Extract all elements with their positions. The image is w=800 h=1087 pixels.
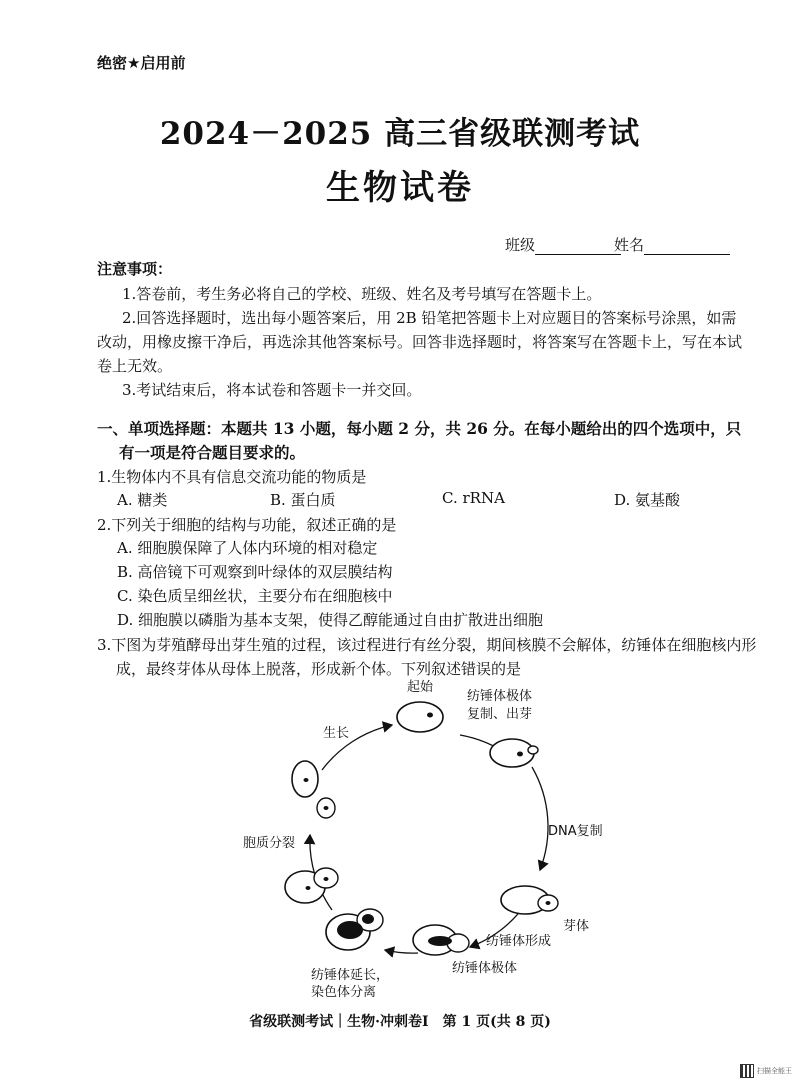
confidential-mark: 绝密★启用前	[97, 54, 186, 72]
section-heading-text: 一、单项选择题：本题共 13 小题，每小题 2 分，共 26 分。在每小题给出的四个选项中，只有一项是符合题目要求的。	[97, 419, 742, 462]
question-2-option-d: D. 细胞膜以磷脂为基本支架，使得乙醇能通过自由扩散进出细胞	[117, 611, 544, 629]
cell-growth	[292, 761, 335, 818]
name-blank	[644, 239, 730, 255]
notice-item-1: 1.答卷前，考生务必将自己的学校、班级、姓名及考号填写在答题卡上。	[122, 285, 602, 303]
question-1-option-b: B. 蛋白质	[270, 491, 336, 509]
question-1-option-a: A. 糖类	[117, 491, 168, 509]
notice-item-2: 2.回答选择题时，选出每小题答案后，用 2B 铅笔把答题卡上对应题目的答案标号涂黑，如需改动，用橡皮擦干净后，再选涂其他答案标号。回答非选择题时，将答案写在答题卡上，写在本试卷上无效。	[97, 309, 743, 375]
label-spindle-formation: 纺锤体形成	[486, 934, 552, 949]
label-spindle-pole-body: 纺锤体极体	[452, 961, 518, 976]
cell-bud-grown	[501, 886, 558, 914]
label-spb-duplication-1: 纺锤体极体	[467, 689, 533, 704]
cell-cytokinesis	[285, 868, 338, 903]
arrow-to-elongation	[385, 950, 418, 953]
section-heading	[97, 417, 752, 465]
question-1-option-c: C. rRNA	[442, 489, 505, 507]
label-cytokinesis: 胞质分裂	[243, 836, 296, 851]
exam-title: 2024－2025 高三省级联测考试	[159, 116, 641, 152]
notice-heading: 注意事项：	[97, 260, 173, 278]
scanner-qr-icon	[740, 1064, 754, 1078]
page-footer: 省级联测考试｜生物·冲刺卷Ⅰ 第 1 页(共 8 页)	[249, 1014, 551, 1030]
question-3-stem	[97, 633, 757, 681]
class-label: 班级	[505, 236, 536, 254]
class-field	[505, 234, 621, 255]
question-3-stem-text: 3.下图为芽殖酵母出芽生殖的过程，该过程进行有丝分裂，期间核膜不会解体，纺锤体在细胞核内形成，最终芽体从母体上脱落，形成新个体。下列叙述错误的是	[97, 636, 757, 678]
cell-spindle-forming	[413, 925, 469, 955]
question-1-option-d: D. 氨基酸	[614, 491, 681, 509]
question-1-stem: 1.生物体内不具有信息交流功能的物质是	[97, 468, 367, 486]
yeast-budding-cycle-figure	[0, 675, 800, 1005]
label-elongation-1: 纺锤体延长，	[311, 968, 390, 983]
label-dna-replication: DNA复制	[548, 824, 603, 839]
cell-spindle-elongation	[326, 909, 383, 950]
cell-budding	[490, 739, 538, 767]
cell-start	[397, 702, 443, 732]
label-growth: 生长	[323, 726, 350, 741]
name-field	[614, 234, 730, 255]
exam-subject: 生物试卷	[326, 168, 474, 208]
name-label: 姓名	[614, 236, 645, 254]
label-spb-duplication-2: 复制、出芽	[467, 707, 533, 722]
arrow-to-dna-replication	[532, 767, 548, 870]
question-2-stem: 2.下列关于细胞的结构与功能，叙述正确的是	[97, 516, 397, 534]
question-2-option-a: A. 细胞膜保障了人体内环境的相对稳定	[117, 539, 378, 557]
question-2-option-b: B. 高倍镜下可观察到叶绿体的双层膜结构	[117, 563, 393, 581]
question-2-option-c: C. 染色质呈细丝状，主要分布在细胞核中	[117, 587, 393, 605]
notice-item-3: 3.考试结束后，将本试卷和答题卡一并交回。	[122, 381, 422, 399]
label-start: 起始	[407, 680, 434, 695]
class-blank	[535, 239, 621, 255]
label-bud: 芽体	[563, 919, 590, 934]
label-elongation-2: 染色体分离	[311, 985, 377, 1000]
scanner-watermark: 扫描全能王	[757, 1067, 792, 1075]
